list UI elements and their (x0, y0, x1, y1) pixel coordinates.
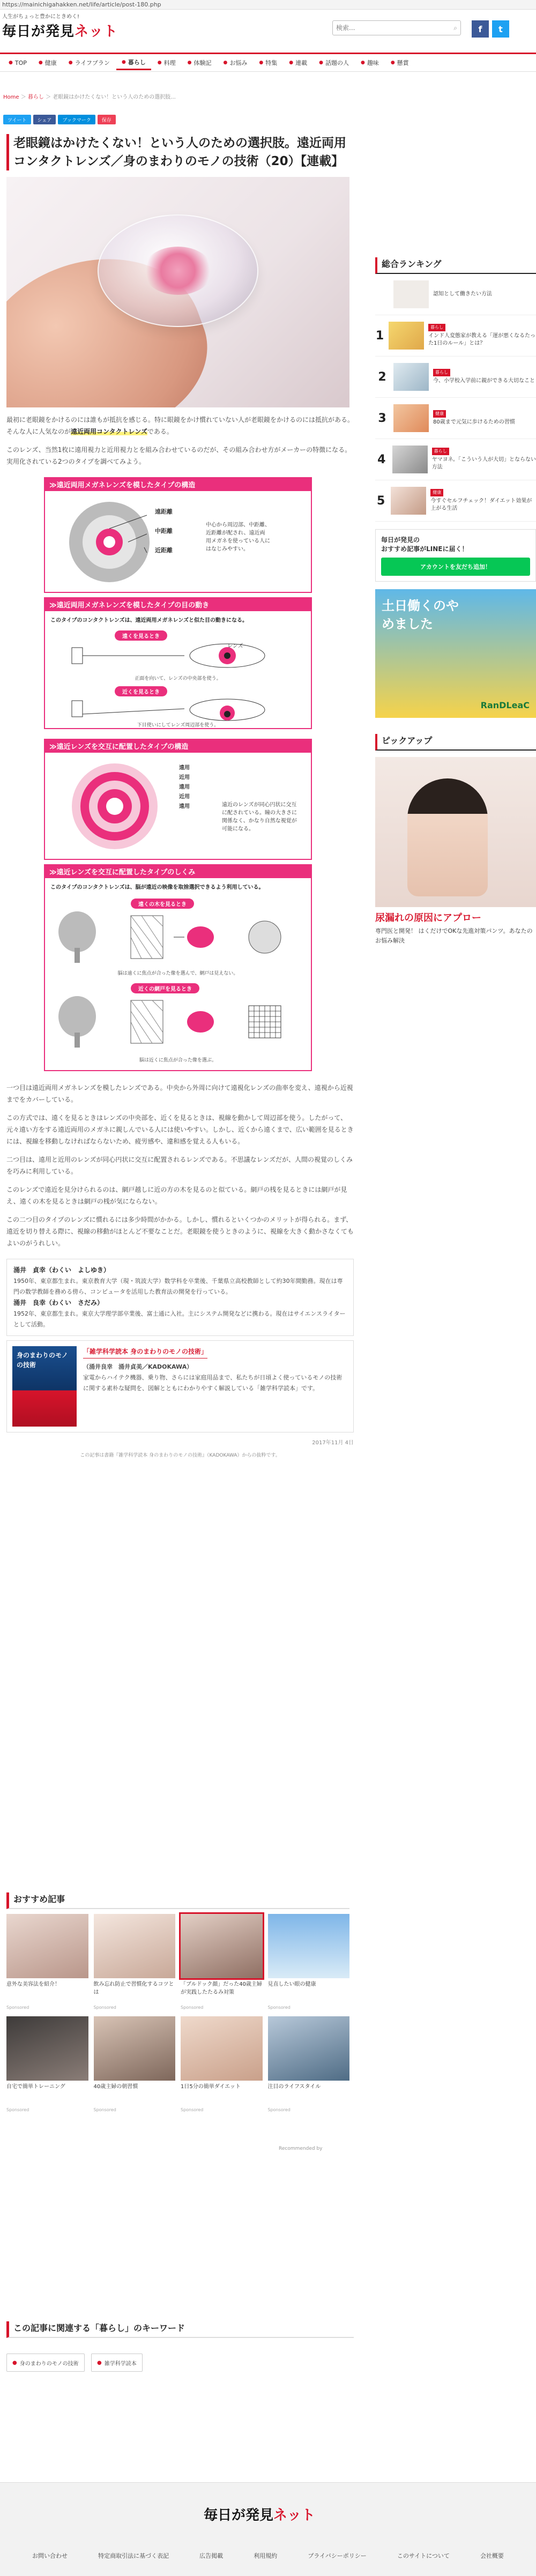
footer-link[interactable]: 広告掲載 (199, 2552, 224, 2559)
recommend-card[interactable]: 飲み忘れ防止で習慣化するコツとは Sponsored (94, 1914, 176, 2010)
recommended-by[interactable]: Recommended by (279, 2146, 323, 2151)
book-info[interactable] (6, 1340, 354, 1432)
share-facebook-button[interactable]: シェア (33, 115, 56, 124)
pickup-title[interactable]: 尿漏れの原因にアプロー (375, 912, 481, 924)
ranking-item[interactable]: 5 健康 今すぐセルフチェック！ダイエット効果が上がる生活 (375, 480, 536, 522)
pickup-image[interactable] (375, 757, 536, 907)
url-bar[interactable]: https://mainichigahakken.net/life/article/post-180.php (0, 0, 536, 10)
facebook-icon[interactable]: f (472, 20, 489, 38)
hero-image (6, 177, 349, 407)
breadcrumb-category[interactable]: 暮らし (27, 94, 44, 100)
breadcrumb: Home ＞ 暮らし ＞ 老眼鏡はかけたくない！という人のための選択肢... (3, 94, 176, 100)
footer-link[interactable]: お問い合わせ (32, 2552, 68, 2559)
footer-link[interactable]: 利用規約 (254, 2552, 278, 2559)
logo-accent: ネット (75, 23, 118, 40)
label-near: 近距離 (155, 547, 173, 554)
sidebar (375, 257, 536, 946)
recommend-card[interactable]: 見直したい眼の健康 Sponsored (268, 1914, 350, 2010)
nav-item-series[interactable]: ● 連載 (289, 60, 308, 66)
figure-title: ≫遠近レンズを交互に配置したタイプの構造 (44, 739, 312, 753)
nav-item-life[interactable]: ● 暮らし (116, 55, 151, 70)
recommend-card[interactable]: 注目のライフスタイル Sponsored (268, 2016, 350, 2112)
source-note: この記事は書籍『雑学科学読本 身のまわりのモノの技術』（KADOKAWA）からの抜粋です。 (80, 1453, 280, 1458)
category-nav (0, 53, 536, 72)
article-intro: 最初に老眼鏡をかけるのには誰もが抵抗を感じる。特に眼鏡をかけ慣れていない人が老眼鏡をかけるのには抵抗がある。そんな人に人気なのが遠近両用コンタクトレンズである。 (6, 416, 354, 435)
ranking-item[interactable]: 3 健康 80歳まで元気に歩けるための習慣 (375, 398, 536, 439)
nav-item-worries[interactable]: ● お悩み (223, 60, 248, 66)
article-main (6, 134, 354, 1458)
footer-link[interactable]: プライバシーポリシー (308, 2552, 367, 2559)
recommend-card[interactable]: 40歳主婦の朝習慣 Sponsored (94, 2016, 176, 2112)
book-cover[interactable]: 身のまわりのモノの技術 (12, 1346, 77, 1427)
nav-item-lifeplan[interactable]: ● ライフプラン (68, 60, 110, 66)
search-box[interactable] (332, 20, 461, 35)
figure-structure-2: ≫遠近レンズを交互に配置したタイプの構造 遠用 近用 遠用 近用 遠用 遠近のレンズが同心円状に交互に配されている。瞳の大きさに関係なく、かなり自然な視覚が可能になる。 (44, 739, 312, 860)
logo-main: 毎日が発見 (2, 23, 75, 40)
breadcrumb-home[interactable]: Home (3, 94, 19, 100)
article-paragraph: この方式では、遠くを見るときはレンズの中央部を、近くを見るときは、視線を動かして周辺部を使う。したがって、元々遠い方をする遠近両用のメガネに親しんでいる人には使いやすい。しかし、近くから遠くまで、広い範囲を見るときには、視線を移動しなければならないため、疲労感や、違和感を覚える人もいる。 (6, 1114, 354, 1145)
nav-item-top[interactable]: ● TOP (9, 59, 27, 66)
line-promo: 毎日が発見の おすすめ記事がLINEに届く！ アカウントを友だち追加！ (375, 529, 536, 582)
nav-item-people[interactable]: ● 話題の人 (319, 60, 349, 66)
nav-item-health[interactable]: ● 健康 (38, 60, 57, 66)
figure-structure-1 (44, 477, 312, 593)
nav-item-feature[interactable]: ● 特集 (259, 60, 278, 66)
figure-note: 遠近のレンズが同心円状に交互に配されている。瞳の大きさに関係なく、かなり自然な視覚が可能になる。 (222, 802, 297, 832)
ranking-item[interactable]: 2 暮らし 今、小学校入学前に親ができる大切なこと (375, 357, 536, 398)
label-far: 遠距離 (155, 508, 173, 515)
site-footer (0, 2482, 536, 2576)
book-author: （涌井良幸 涌井貞美／KADOKAWA） (83, 1363, 193, 1370)
figure-title: ≫遠近レンズを交互に配置したタイプのしくみ (44, 864, 312, 878)
book-description: 家電からハイテク機器、乗り物、さらには家庭用品まで、私たちが日頃よく使っているモノの技術に関する素朴な疑問を、図解とともにわかりやすく解説している「雑学科学読本」です。 (83, 1374, 343, 1392)
article-paragraph: 一つ目は遠近両用メガネレンズを模したレンズである。中央から外周に向けて遠視化レンズの曲率を変え、遠視から近視までをカバーしている。 (6, 1084, 353, 1103)
footer-link[interactable]: 会社概要 (480, 2552, 504, 2559)
article-paragraph: このレンズで遠近を見分けられるのは、網戸越しに近の方の木を見るのと似ている。網戸の桟を見るときには網戸が見え、遠くの木を見るときは網戸の桟が気にならない。 (6, 1186, 347, 1205)
site-logo[interactable] (2, 19, 118, 41)
magnifier-icon[interactable]: ⌕ (453, 24, 457, 32)
article-paragraph: このレンズ、当然1枚に遠用視力と近用視力とを組み合わせているのだが、その組み合わせ方がメーカーの特徴になる。実用化されている2つのタイプを調べてみよう。 (6, 446, 352, 465)
figure-eye-movement: ≫遠近両用メガネレンズを模したタイプの目の動き このタイプのコンタクトレンズは、遠近両用メガネレンズと似た目の動きになる。 遠くを見るとき レンズ 正面を向いて、レンズの中央部を使う。 近くを見るとき 下目使いにしてレンズ周辺部を使う。 (44, 597, 312, 729)
footer-link[interactable]: このサイトについて (397, 2552, 450, 2559)
figure-mechanism: ≫遠近レンズを交互に配置したタイプのしくみ このタイプのコンタクトレンズは、脳が遠近の映像を取捨選択できるよう利用している。 遠くの木を見るとき 脳は遠くに焦点が合った像を選んで、網戸は見えない。 近くの網戸を見るとき 脳は近くに焦点が合った像を選ぶ。 (44, 864, 312, 1071)
twitter-icon[interactable]: t (492, 20, 509, 38)
ranking-heading: 総合ランキング (375, 257, 536, 274)
line-add-friend-button[interactable]: アカウントを友だち追加！ (381, 558, 530, 576)
nav-item-cooking[interactable]: ● 料理 (157, 60, 176, 66)
ranking-item[interactable]: 認知として働きたい方法 (375, 274, 536, 315)
breadcrumb-current: 老眼鏡はかけたくない！という人のための選択肢... (53, 94, 176, 100)
share-bar (3, 115, 116, 124)
ad-banner[interactable]: 土日働くのやめました RanDLeaC (375, 589, 536, 718)
article-paragraph: この二つ目のタイプのレンズに慣れるには多少時間がかかる。しかし、慣れるといくつかのメリットが得られる。まず、遠近を切り替える際に、視線の移動がほとんど不要なことだ。老眼鏡を使うときのように、視線を大きく動かさなくてもよいのがうれしい。 (6, 1216, 354, 1247)
nav-item-hobby[interactable]: ● 趣味 (360, 60, 379, 66)
article-title: 老眼鏡はかけたくない！という人のための選択肢。遠近両用コンタクトレンズ／身のまわりのモノの技術（20）【連載】 (6, 134, 354, 170)
share-hatena-button[interactable]: ブックマーク (58, 115, 95, 124)
figure-title: ≫遠近両用メガネレンズを模したタイプの構造 (44, 477, 312, 491)
share-twitter-button[interactable]: ツイート (3, 115, 31, 124)
pickup-heading: ピックアップ (375, 734, 536, 751)
recommend-card[interactable]: 意外な美容法を紹介！ Sponsored (6, 1914, 88, 2010)
footer-logo[interactable]: 毎日が発見ネット (204, 2507, 316, 2523)
share-pocket-button[interactable]: 保存 (98, 115, 116, 124)
recommend-heading: おすすめ記事 (6, 1892, 349, 1909)
recommend-card[interactable]: 自宅で簡単トレーニング Sponsored (6, 2016, 88, 2112)
site-tagline: 人生がちょっと豊かにときめく! (2, 14, 80, 20)
recommend-card[interactable]: 1日5分の簡単ダイエット Sponsored (181, 2016, 263, 2112)
figure-title: ≫遠近両用メガネレンズを模したタイプの目の動き (44, 597, 312, 611)
label-mid: 中距離 (155, 528, 173, 534)
recommend-grid (6, 1914, 349, 2112)
footer-links (32, 2551, 504, 2560)
figure-note: 中心から周辺部、中距離、近距離が配され、遠近両用メガネを使っている人にはなじみやすい。 (206, 522, 270, 552)
ranking-item[interactable]: 4 暮らし ヤマヨネ。「こういう人が大切」とならない方法 (375, 439, 536, 480)
pickup-text: 専門医と開発！ はくだけでOKな先進対策パンツ。あなたのお悩み解決 (375, 927, 533, 944)
book-title[interactable]: 「雑学科学読本 身のまわりのモノの技術」 (83, 1346, 207, 1358)
search-input[interactable] (336, 24, 453, 32)
keyword-tag[interactable]: ● 雑学科学読本 (91, 2354, 143, 2372)
site-header (0, 10, 536, 53)
recommend-card[interactable]: 「ブルドック顔」だった40歳主婦が実践したたるみ対策 Sponsored (181, 1914, 263, 2010)
nav-item-prize[interactable]: ● 懸賞 (390, 60, 409, 66)
author-profile: 涌井 貞幸（わくい よしゆき） 1950年、東京都生まれ。東京教育大学（現・筑波大学）数学科を卒業後、千葉県立高校教師として約30年間勤務。現在は専門の数学教師を務める傍ら、コンピュータを活用した教育法の開発を行っている。 涌井 良幸（わくい さだみ） 1952年、東京都生まれ。東京大学理学部卒業後、富士通に入社。主にシステム開発などに携わる。現在はサイエンスライターとして活動。 (6, 1259, 354, 1336)
keywords-heading: この記事に関連する「暮らし」のキーワード (6, 2321, 354, 2338)
nav-item-experience[interactable]: ● 体験記 (187, 60, 212, 66)
publish-date: 2017年11月 4日 (312, 1440, 354, 1446)
footer-link[interactable]: 特定商取引法に基づく表記 (98, 2552, 169, 2559)
keyword-tag[interactable]: ● 身のまわりのモノの技術 (6, 2354, 85, 2372)
ranking-item[interactable]: 1 暮らし インド人変態家が教える「運が悪くなるたった1日のルール」とは？ (375, 315, 536, 357)
article-paragraph: 二つ目は、遠用と近用のレンズが同心円状に交互に配置されるレンズである。不思議なレンズだが、人間の視覚のしくみを巧みに利用している。 (6, 1156, 353, 1175)
